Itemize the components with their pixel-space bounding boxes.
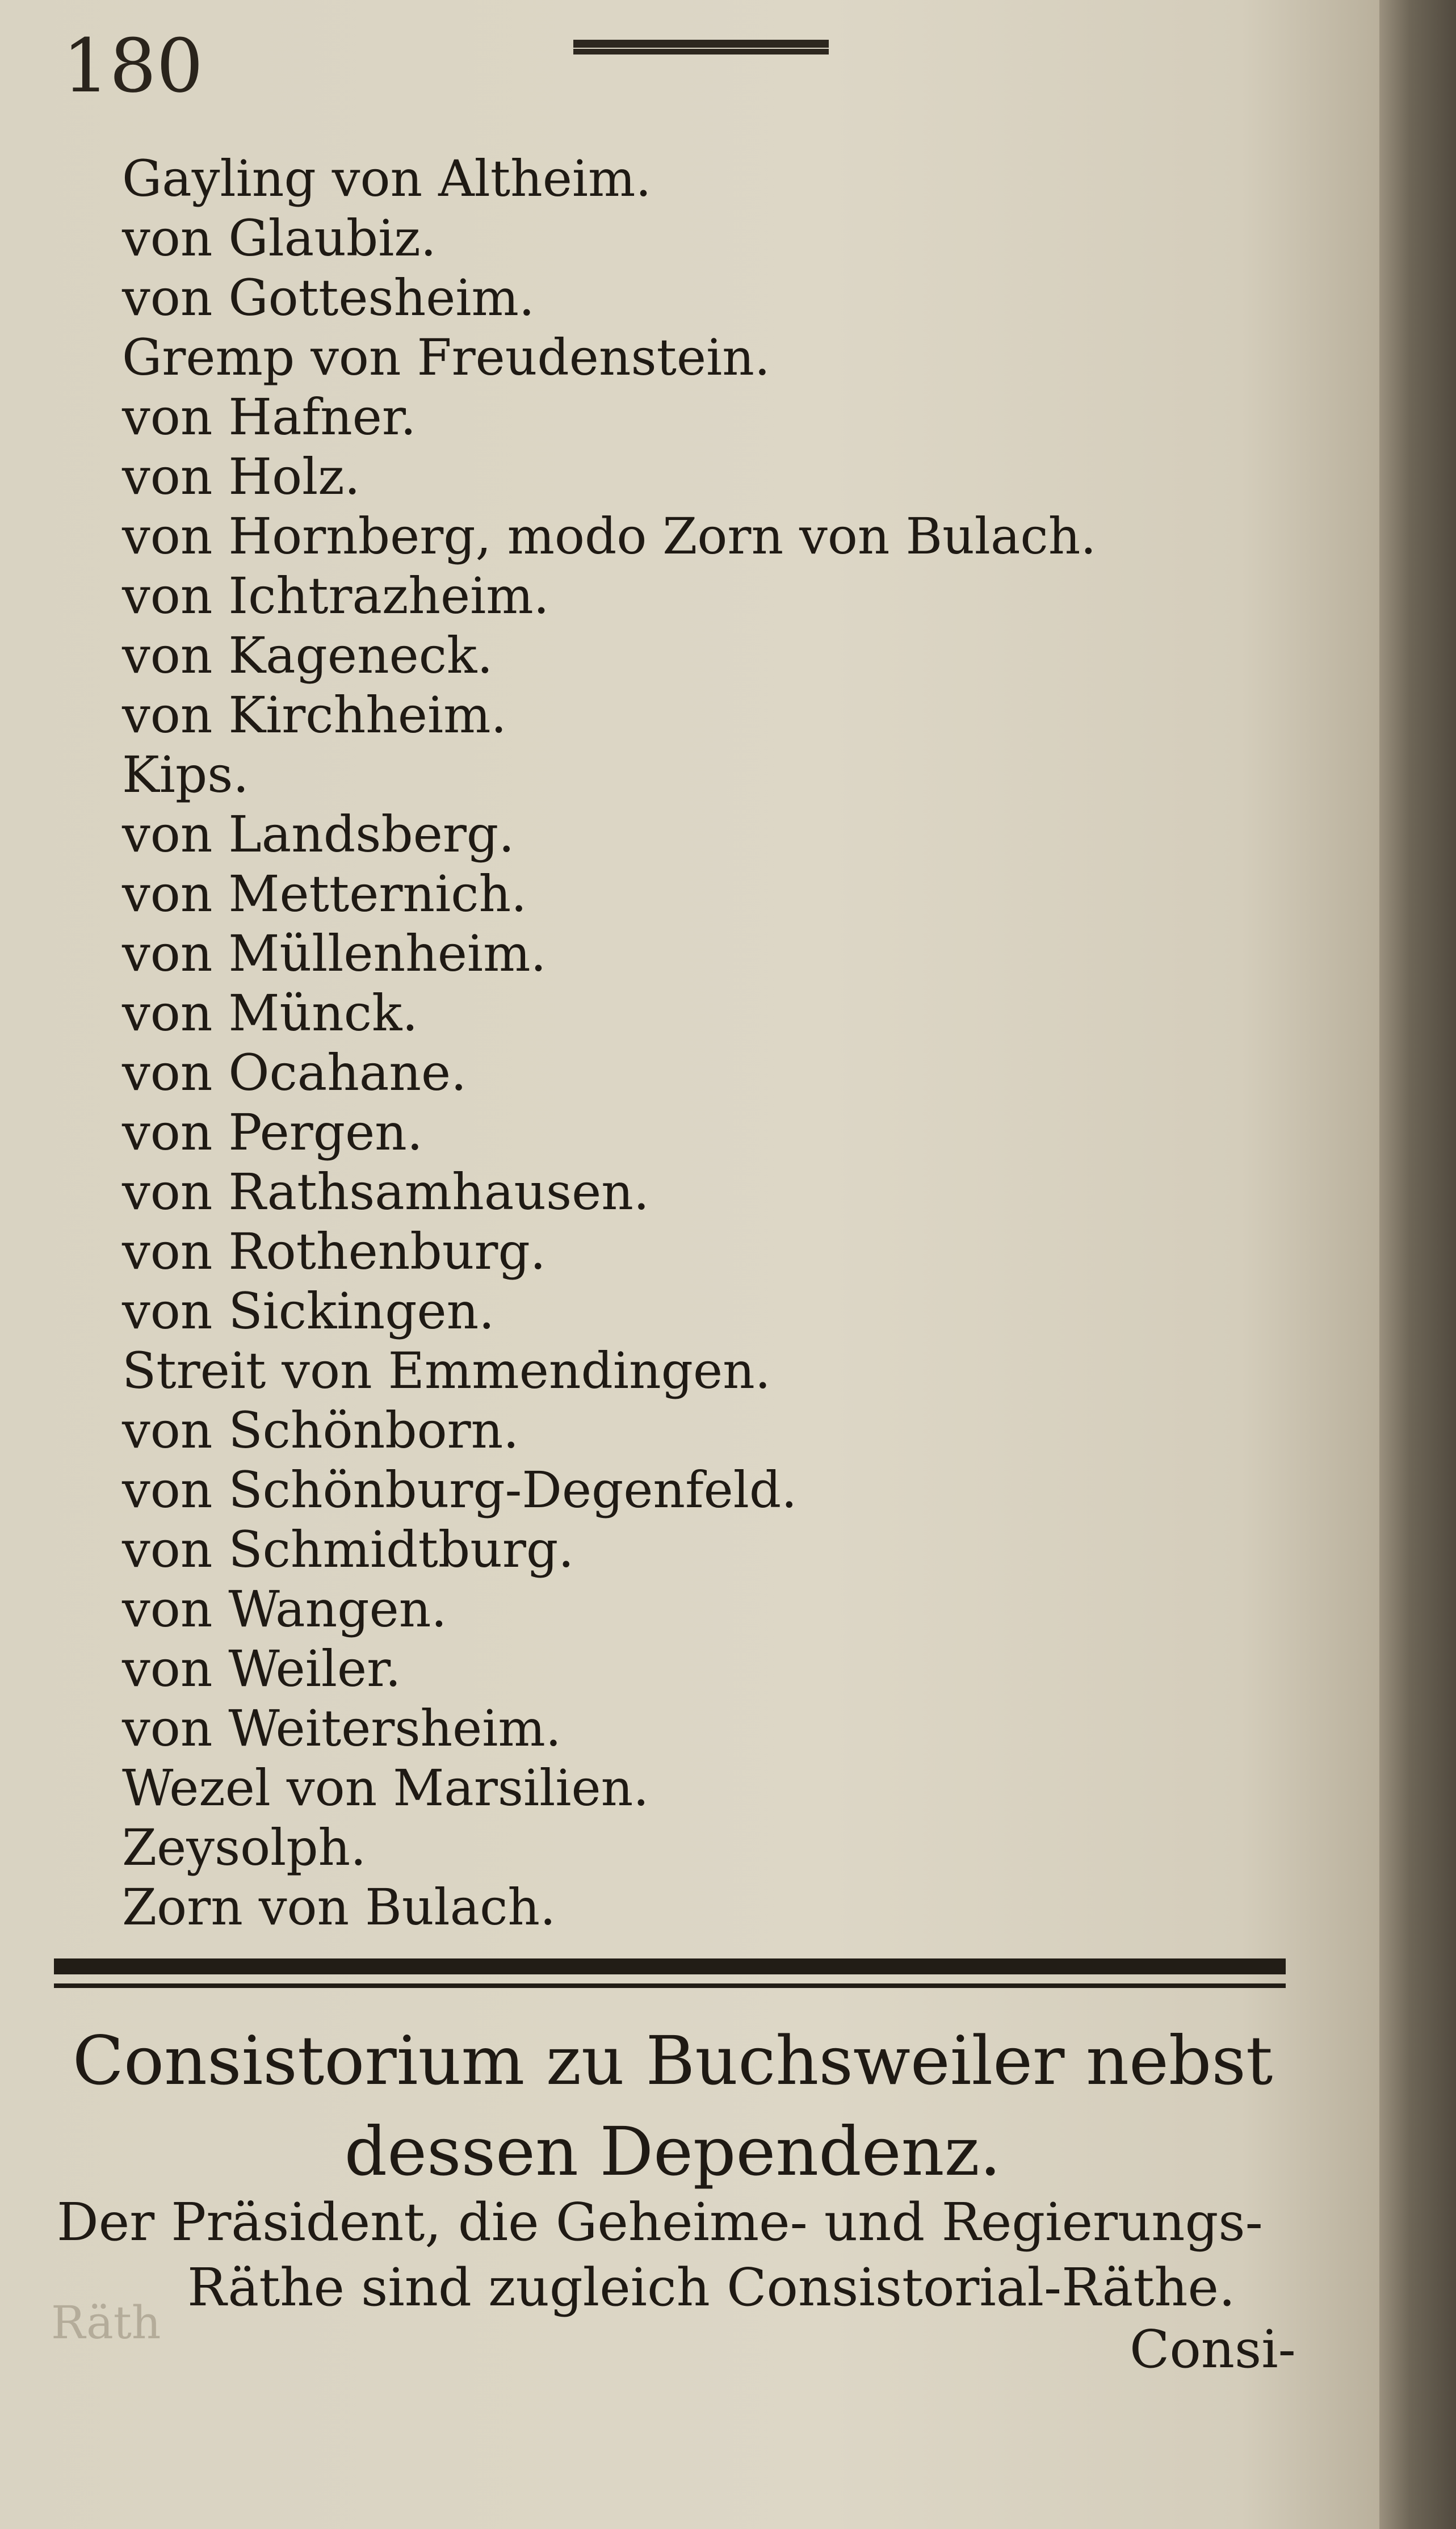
list-item: Kips. (122, 745, 249, 804)
section-title-line2: dessen Dependenz. (344, 2112, 1001, 2191)
bleed-through-text: Räth (51, 2296, 161, 2349)
list-item: von Schmidtburg. (122, 1520, 574, 1579)
list-item: von Schönborn. (122, 1401, 519, 1459)
page-number: 180 (62, 23, 204, 109)
page-edge-shadow (1379, 0, 1456, 2529)
list-item: von Holz. (122, 447, 360, 506)
list-item: Streit von Emmendingen. (122, 1341, 771, 1400)
list-item: von Rathsamhausen. (122, 1163, 649, 1221)
catchword: Consi- (1130, 2319, 1296, 2380)
section-divider (54, 1958, 1286, 1991)
list-item: von Münck. (122, 984, 418, 1042)
list-item: von Ichtrazheim. (122, 567, 549, 625)
body-text-line2: Räthe sind zugleich Consistorial-Räthe. (187, 2257, 1236, 2318)
list-item: von Ocahane. (122, 1043, 467, 1102)
list-item: Wezel von Marsilien. (122, 1759, 649, 1817)
list-item: von Pergen. (122, 1103, 423, 1161)
list-item: von Rothenburg. (122, 1222, 546, 1281)
list-item: Gayling von Altheim. (122, 149, 652, 208)
list-item: von Glaubiz. (122, 209, 437, 267)
section-title-line1: Consistorium zu Buchsweiler nebst (72, 2021, 1273, 2100)
list-item: von Sickingen. (122, 1282, 495, 1340)
header-ornament (573, 40, 829, 54)
list-item: von Müllenheim. (122, 924, 547, 983)
list-item: von Hafner. (122, 388, 417, 446)
list-item: Gremp von Freudenstein. (122, 328, 770, 387)
divider-thin-line (54, 1983, 1286, 1988)
list-item: von Hornberg, modo Zorn von Bulach. (122, 507, 1097, 565)
list-item: von Metternich. (122, 865, 527, 923)
body-text-line1: Der Präsident, die Geheime- und Regierungs- (57, 2192, 1263, 2253)
list-item: von Schönburg-Degenfeld. (122, 1461, 798, 1519)
list-item: von Kirchheim. (122, 686, 507, 744)
list-item: von Landsberg. (122, 805, 515, 863)
list-item: Zorn von Bulach. (122, 1878, 556, 1936)
list-item: Zeysolph. (122, 1818, 367, 1877)
list-item: von Wangen. (122, 1580, 447, 1638)
divider-thick-line (54, 1958, 1286, 1974)
list-item: von Weitersheim. (122, 1699, 561, 1758)
list-item: von Gottesheim. (122, 269, 535, 327)
list-item: von Kageneck. (122, 626, 493, 685)
list-item: von Weiler. (122, 1639, 401, 1698)
